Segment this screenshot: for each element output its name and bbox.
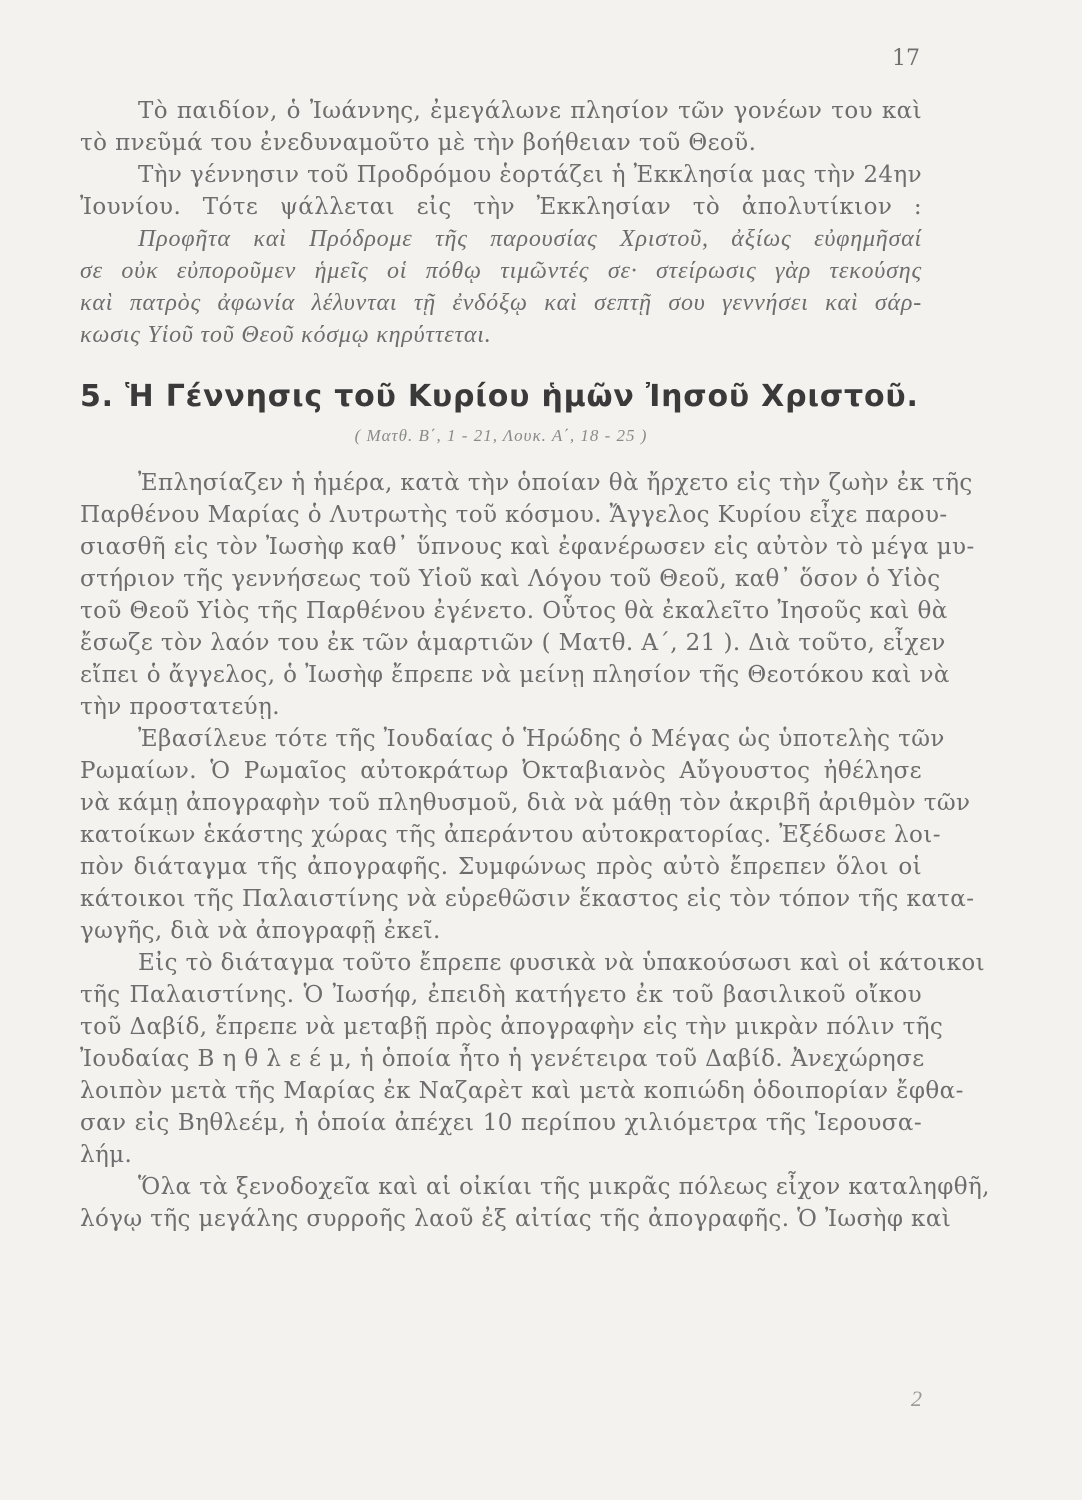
scripture-reference: ( Ματθ. Β΄, 1 - 21, Λουκ. Α΄, 18 - 25 ) [354, 426, 648, 445]
text-line: σαν εἰς Βηθλεέμ, ἡ ὁποία ἀπέχει 10 περίπου χιλιόμετρα τῆς Ἱερουσα- [80, 1110, 922, 1136]
hymn-line: καὶ πατρὸς ἀφωνία λέλυνται τῇ ἐνδόξῳ καὶ σεπτῇ σου γεννήσει καὶ σάρ- [80, 290, 922, 316]
text-line: τὴν προστατεύῃ. [80, 694, 280, 720]
text-line: λόγῳ τῆς μεγάλης συρροῆς λαοῦ ἐξ αἰτίας τῆς ἀπογραφῆς. Ὁ Ἰωσὴφ καὶ [80, 1206, 952, 1232]
hymn-line: κωσις Υἱοῦ τοῦ Θεοῦ κόσμῳ κηρύττεται. [80, 322, 492, 348]
hymn-apolytikion [80, 223, 922, 351]
intro-paragraph [80, 95, 922, 159]
hymn-line: Προφῆτα καὶ Πρόδρομε τῆς παρουσίας Χριστοῦ, ἀξίως εὐφημῆσαί [138, 226, 922, 252]
text-line: εἴπει ὁ ἄγγελος, ὁ Ἰωσὴφ ἔπρεπε νὰ μείνῃ πλησίον τῆς Θεοτόκου καὶ νὰ [80, 662, 950, 688]
text-line: τοῦ Δαβίδ, ἔπρεπε νὰ μεταβῇ πρὸς ἀπογραφὴν εἰς τὴν μικρὰν πόλιν τῆς [80, 1014, 944, 1040]
text-line: κάτοικοι τῆς Παλαιστίνης νὰ εὑρεθῶσιν ἕκαστος εἰς τὸν τόπον τῆς κατα- [80, 886, 975, 912]
text-line: πὸν διάταγμα τῆς ἀπογραφῆς. Συμφώνως πρὸς αὐτὸ ἔπρεπεν ὅλοι οἱ [80, 854, 922, 880]
text-line: λήμ. [80, 1142, 133, 1168]
text-line: στήριον τῆς γεννήσεως τοῦ Υἱοῦ καὶ Λόγου τοῦ Θεοῦ, καθ᾽ ὅσον ὁ Υἱὸς [80, 566, 941, 592]
hymn-line: σε οὐκ εὐποροῦμεν ἡμεῖς οἱ πόθῳ τιμῶντές σε· στείρωσις γὰρ τεκούσης [80, 258, 922, 284]
text-line: τὸ πνεῦμά του ἐνεδυναμοῦτο μὲ τὴν βοήθειαν τοῦ Θεοῦ. [80, 130, 757, 156]
page-content [80, 95, 990, 1235]
text-line: Τὴν γέννησιν τοῦ Προδρόμου ἑορτάζει ἡ Ἐκκλησία μας τὴν 24ην [138, 162, 922, 188]
text-line: Εἰς τὸ διάταγμα τοῦτο ἔπρεπε φυσικὰ νὰ ὑπακούσωσι καὶ οἱ κάτοικοι [138, 950, 986, 976]
feast-paragraph [80, 159, 922, 223]
text-line: Τὸ παιδίον, ὁ Ἰωάννης, ἐμεγάλωνε πλησίον τῶν γονέων του καὶ [138, 98, 922, 124]
paragraph-inns [80, 1171, 990, 1235]
text-line: ἔσωζε τὸν λαόν του ἐκ τῶν ἁμαρτιῶν ( Ματθ. Α΄, 21 ). Διὰ τοῦτο, εἶχεν [80, 630, 946, 656]
text-line: Παρθένου Μαρίας ὁ Λυτρωτὴς τοῦ κόσμου. Ἄγγελος Κυρίου εἶχε παρου- [80, 502, 948, 528]
text-line: σιασθῆ εἰς τὸν Ἰωσὴφ καθ᾽ ὕπνους καὶ ἐφανέρωσεν εἰς αὐτὸν τὸ μέγα μυ- [80, 534, 975, 560]
text-line: γωγῆς, διὰ νὰ ἀπογραφῇ ἐκεῖ. [80, 918, 441, 944]
text-line: τοῦ Θεοῦ Υἱὸς τῆς Παρθένου ἐγένετο. Οὗτος θὰ ἐκαλεῖτο Ἰησοῦς καὶ θὰ [80, 598, 948, 624]
text-line: Ἐπλησίαζεν ἡ ἡμέρα, κατὰ τὴν ὁποίαν θὰ ἤρχετο εἰς τὴν ζωὴν ἐκ τῆς [138, 470, 973, 496]
text-line: Ἐβασίλευε τότε τῆς Ἰουδαίας ὁ Ἡρώδης ὁ Μέγας ὡς ὑποτελὴς τῶν [138, 726, 945, 752]
text-line: λοιπὸν μετὰ τῆς Μαρίας ἐκ Ναζαρὲτ καὶ μετὰ κοπιώδη ὁδοιπορίαν ἔφθα- [80, 1078, 964, 1104]
printer-signature-mark: 2 [911, 1386, 922, 1411]
text-line: κατοίκων ἑκάστης χώρας τῆς ἀπεράντου αὐτοκρατορίας. Ἐξέδωσε λοι- [80, 822, 941, 848]
text-line: Ἰουδαίας Β η θ λ ε έ μ, ἡ ὁποία ἦτο ἡ γενέτειρα τοῦ Δαβίδ. Ἀνεχώρησε [80, 1046, 925, 1072]
section-heading: 5. Ἡ Γέννησις τοῦ Κυρίου ἡμῶν Ἰησοῦ Χριστοῦ. [80, 379, 919, 414]
paragraph-journey [80, 947, 986, 1171]
text-line: νὰ κάμῃ ἀπογραφὴν τοῦ πληθυσμοῦ, διὰ νὰ μάθῃ τὸν ἀκριβῆ ἀριθμὸν τῶν [80, 790, 971, 816]
paragraph-annunciation [80, 467, 975, 723]
text-line: Ὅλα τὰ ξενοδοχεῖα καὶ αἱ οἰκίαι τῆς μικρᾶς πόλεως εἶχον καταληφθῆ, [138, 1174, 990, 1200]
text-line: Ἰουνίου. Τότε ψάλλεται εἰς τὴν Ἐκκλησίαν τὸ ἀπολυτίκιον : [80, 194, 922, 220]
text-line: τῆς Παλαιστίνης. Ὁ Ἰωσήφ, ἐπειδὴ κατήγετο ἐκ τοῦ βασιλικοῦ οἴκου [80, 982, 922, 1008]
paragraph-census [80, 723, 975, 947]
page-number: 17 [892, 46, 920, 71]
text-line: Ρωμαίων. Ὁ Ρωμαῖος αὐτοκράτωρ Ὀκταβιανὸς Αὔγουστος ἠθέλησε [80, 758, 922, 784]
